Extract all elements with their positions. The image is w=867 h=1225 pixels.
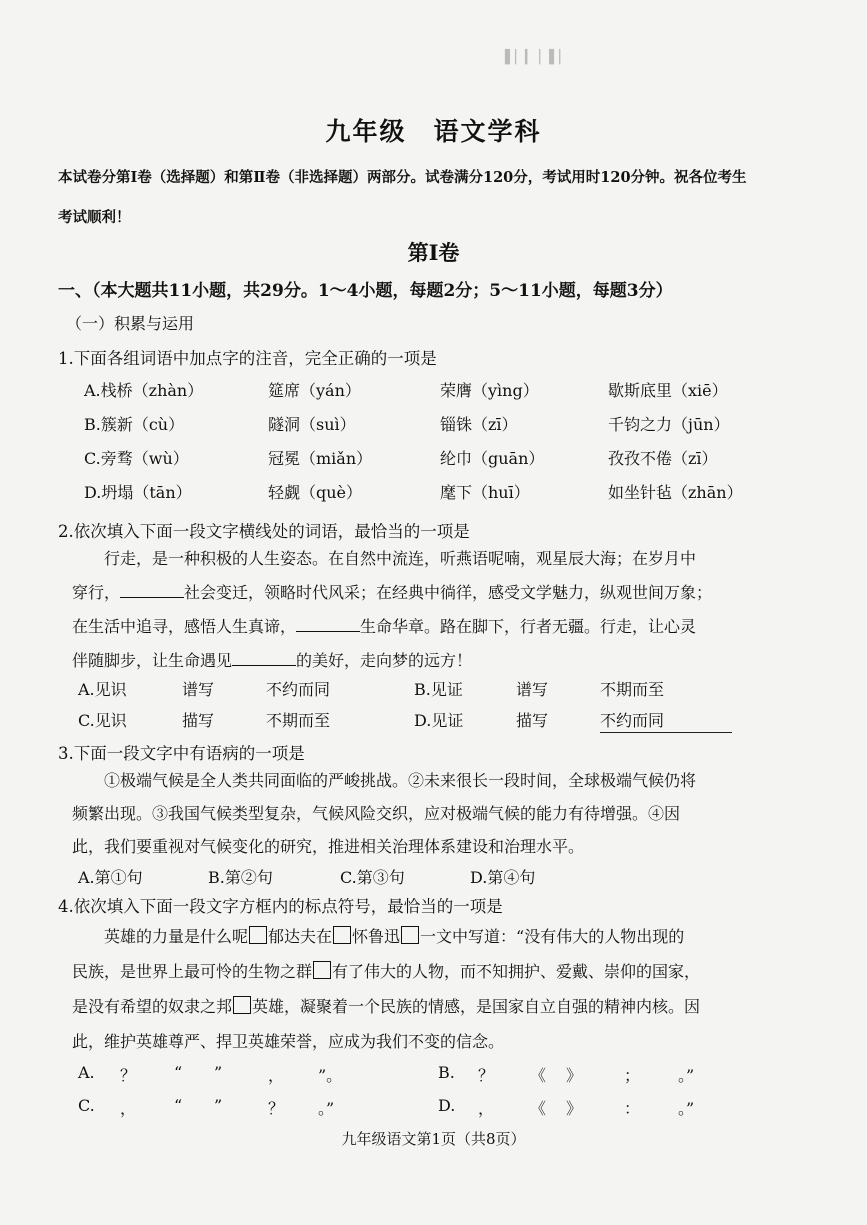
q2-option: 描写 — [182, 711, 215, 730]
q1-option: 隧洞（suì） — [268, 415, 356, 434]
q2-option: 不约而同 — [600, 711, 665, 730]
q1-option: 千钧之力（jūn） — [608, 415, 730, 434]
q3-option: A.第①句 — [78, 868, 143, 887]
q4-option: 。” — [318, 1099, 335, 1118]
q4-option: ”。 — [318, 1066, 343, 1085]
q1-option: 纶巾（guān） — [440, 449, 545, 468]
q2-option: 谱写 — [182, 680, 215, 699]
q4-option: ” — [214, 1096, 223, 1115]
q2-option: B.见证 — [414, 680, 463, 699]
q4-punct-box-2 — [333, 926, 351, 944]
q2-passage-line: 行走，是一种积极的人生姿态。在自然中流连，听燕语呢喃，观星辰大海；在岁月中 — [104, 549, 697, 568]
q1-option: D.坍塌（tān） — [84, 483, 192, 502]
q1-option: 锱铢（zī） — [440, 415, 518, 434]
q2-option: A.见识 — [78, 680, 127, 699]
q2-passage-line: 在生活中追寻，感悟人生真谛， 生命华章。路在脚下，行者无疆。行走，让心灵 — [72, 617, 697, 636]
part-title: 一、（本大题共11小题，共29分。1～4小题，每题2分；5～11小题，每题3分） — [58, 281, 673, 301]
q1-option: B.簇新（cù） — [84, 415, 185, 434]
q4-punct-box-3 — [401, 926, 419, 944]
q2-option: 不期而至 — [600, 680, 665, 699]
q4-option: A. — [78, 1063, 95, 1082]
q4-option: “ — [174, 1063, 183, 1082]
q4-option: ” — [214, 1063, 223, 1082]
q4-punct-box-4 — [313, 961, 331, 979]
q1-option: 轻觑（què） — [268, 483, 363, 502]
q4-option: 》 — [566, 1066, 583, 1085]
q4-option: ？ — [120, 1066, 137, 1085]
q3-passage-line: 频繁出现。③我国气候类型复杂，气候风险交织，应对极端气候的能力有待增强。④因 — [72, 804, 681, 823]
q4-passage-line: 此，维护英雄尊严、捍卫英雄荣誉，应成为我们不变的信念。 — [72, 1032, 505, 1051]
q1-option: 冠冕（miǎn） — [268, 449, 373, 468]
q4-option: 》 — [566, 1099, 583, 1118]
q3-option: B.第②句 — [208, 868, 273, 887]
q4-option: 。” — [678, 1066, 695, 1085]
q4-passage-line: 民族，是世界上最可怜的生物之群 有了伟大的人物，而不知拥护、爱戴、崇仰的国家， — [72, 962, 701, 981]
q2-blank-1 — [120, 583, 184, 598]
q1-option: C.旁骛（wù） — [84, 449, 189, 468]
q1-stem: 1.下面各组词语中加点字的注音，完全正确的一项是 — [58, 349, 437, 368]
q4-option: ； — [624, 1066, 641, 1085]
subsection-title: （一）积累与运用 — [66, 314, 195, 333]
q2-option: 谱写 — [516, 680, 549, 699]
q2-option: 描写 — [516, 711, 549, 730]
q4-option: ？ — [478, 1066, 495, 1085]
q2-blank-3 — [232, 651, 296, 666]
q2-option: 不约而同 — [266, 680, 331, 699]
q1-option: A.栈桥（zhàn） — [84, 381, 204, 400]
intro-line-2: 考试顺利！ — [58, 209, 131, 226]
q2-option: C.见识 — [78, 711, 127, 730]
q4-option: ？ — [268, 1099, 285, 1118]
q4-option: “ — [174, 1096, 183, 1115]
q4-option: 《 — [530, 1066, 547, 1085]
q3-option: D.第④句 — [470, 868, 536, 887]
q4-punct-box-5 — [233, 996, 251, 1014]
q2-stem: 2.依次填入下面一段文字横线处的词语，最恰当的一项是 — [58, 522, 470, 541]
q4-option: 《 — [530, 1099, 547, 1118]
q3-stem: 3.下面一段文字中有语病的一项是 — [58, 744, 305, 763]
q4-punct-box-1 — [249, 926, 267, 944]
q4-option: C. — [78, 1096, 95, 1115]
q2-passage-line: 伴随脚步，让生命遇见 的美好，走向梦的远方！ — [72, 651, 473, 670]
page-footer: 九年级语文第1页（共8页） — [341, 1130, 526, 1148]
q2-blank-2 — [296, 617, 360, 632]
q4-option: 。” — [678, 1099, 695, 1118]
underline-mark — [600, 732, 732, 733]
q2-passage-line: 穿行， 社会变迁，领略时代风采；在经典中徜徉，感受文学魅力，纵观世间万象； — [72, 583, 713, 602]
q1-option: 麾下（huī） — [440, 483, 530, 502]
q3-passage-line: ①极端气候是全人类共同面临的严峻挑战。②未来很长一段时间，全球极端气候仍将 — [104, 771, 697, 790]
q4-stem: 4.依次填入下面一段文字方框内的标点符号，最恰当的一项是 — [58, 897, 503, 916]
q3-option: C.第③句 — [340, 868, 405, 887]
section-title: 第Ⅰ卷 — [407, 240, 460, 265]
q1-option: 孜孜不倦（zī） — [608, 449, 718, 468]
q4-option: B. — [438, 1063, 455, 1082]
q1-option: 歇斯底里（xiē） — [608, 381, 728, 400]
scan-artifact: ▌▏▎ ▏▌▏ — [505, 50, 570, 65]
intro-line-1: 本试卷分第Ⅰ卷（选择题）和第Ⅱ卷（非选择题）两部分。试卷满分120分，考试用时120分钟。祝各位考生 — [58, 169, 747, 186]
q2-option: 不期而至 — [266, 711, 331, 730]
q1-option: 筵席（yán） — [268, 381, 361, 400]
q4-option: ， — [478, 1099, 495, 1118]
q4-option: D. — [438, 1096, 456, 1115]
q2-option: D.见证 — [414, 711, 464, 730]
q4-passage-line: 是没有希望的奴隶之邦 英雄，凝聚着一个民族的情感，是国家自立自强的精神内核。因 — [72, 997, 701, 1016]
q4-option: ， — [120, 1099, 137, 1118]
q3-passage-line: 此，我们要重视对气候变化的研究，推进相关治理体系建设和治理水平。 — [72, 837, 585, 856]
q4-option: ： — [624, 1099, 641, 1118]
page-title: 九年级 语文学科 — [325, 117, 542, 146]
q1-option: 如坐针毡（zhān） — [608, 483, 743, 502]
q4-option: ， — [268, 1066, 285, 1085]
q1-option: 荣膺（yìng） — [440, 381, 539, 400]
q4-passage-line: 英雄的力量是什么呢 郁达夫在 怀鲁迅 一文中写道：“没有伟大的人物出现的 — [104, 927, 685, 946]
